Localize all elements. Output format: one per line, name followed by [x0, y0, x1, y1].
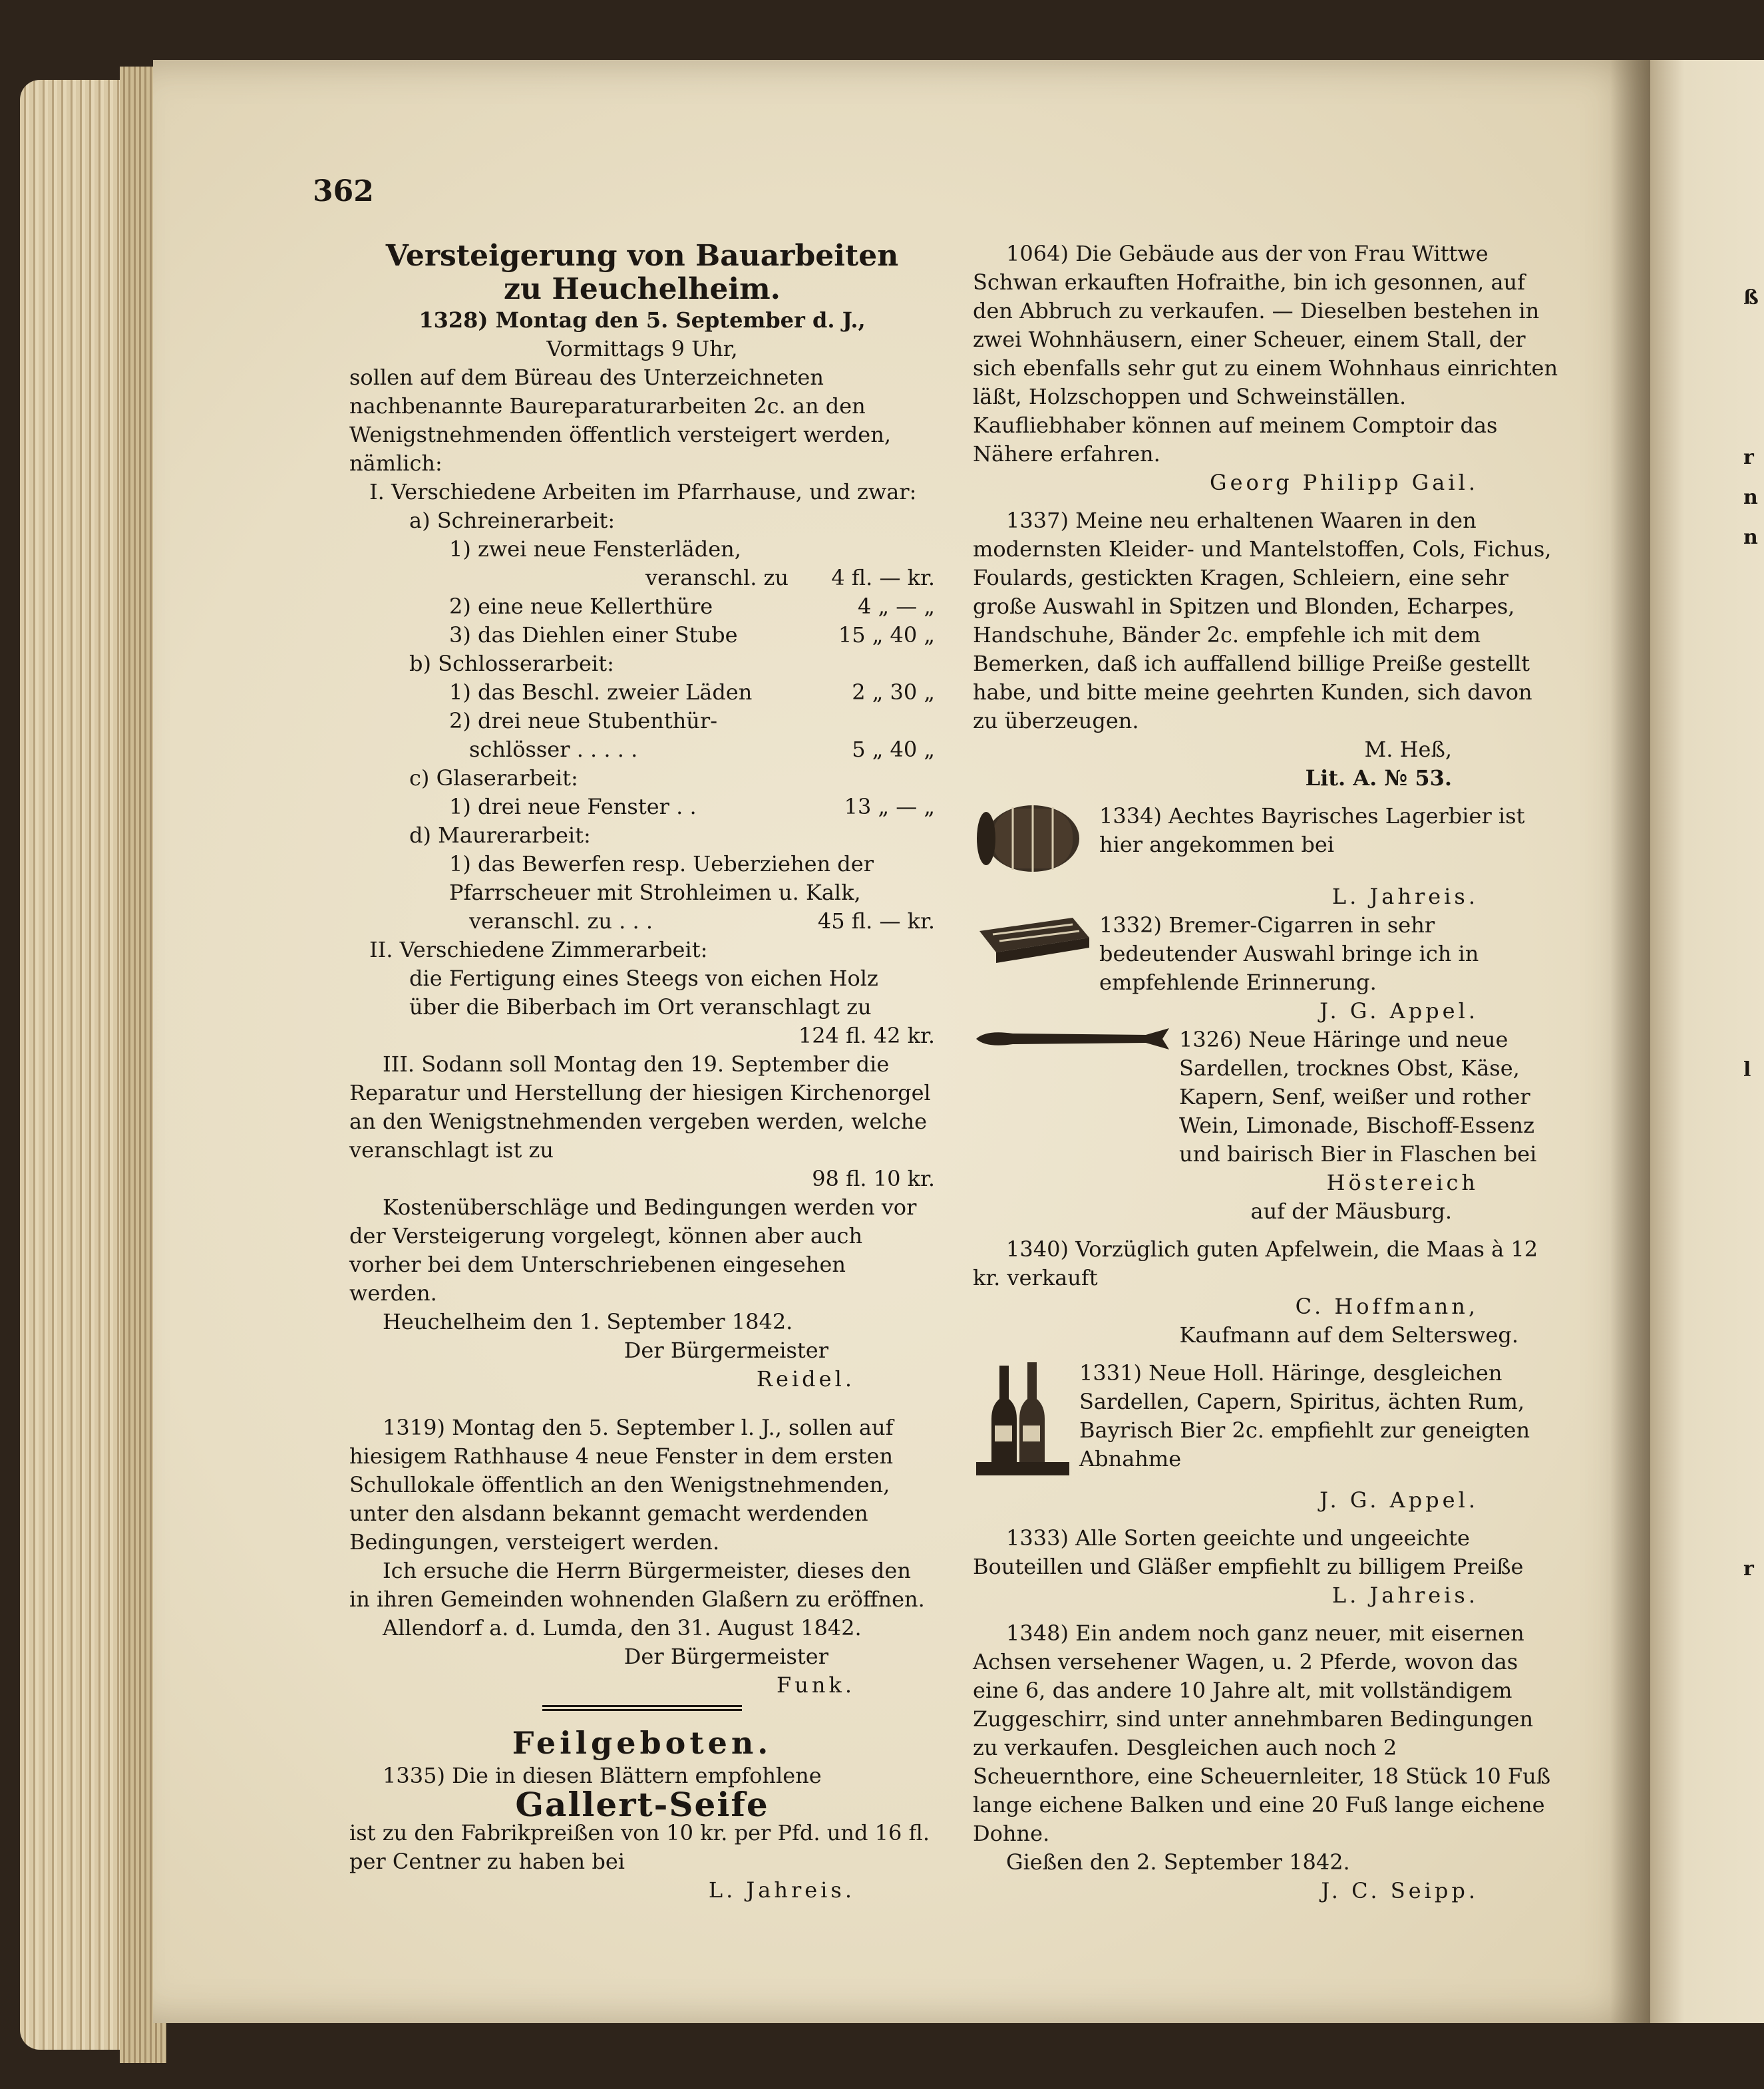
right-column [973, 240, 1558, 1905]
ad-1333-text: 1333) Alle Sorten geeichte und ungeeichte Bouteillen und Gläßer empfiehlt zu billigem Preiße [973, 1525, 1524, 1579]
section-3-cost: 98 fl. 10 kr. [812, 1166, 935, 1191]
item-c1-row [349, 793, 935, 821]
item-a1-cost: 4 fl. — kr. [831, 565, 935, 590]
notice-1328-intro: sollen auf dem Büreau des Unterzeichneten nachbenannte Baureparaturarbeiten 2c. an den Wenigstnehmenden öffentlich versteigert werden, nämlich: [349, 365, 891, 476]
ad-1333-signature: L. Jahreis. [1331, 1583, 1479, 1608]
spacer [973, 1515, 1558, 1524]
notice-1328-date: 1328) Montag den 5. September d. J., [419, 307, 866, 333]
section-2-heading: II. Verschiedene Zimmerarbeit: [369, 937, 708, 962]
ad-1335-text: ist zu den Fabrikpreißen von 10 kr. per Pfd. und 16 fl. per Centner zu haben bei [349, 1820, 930, 1874]
beer-barrel-icon [973, 802, 1093, 882]
section-2-text: die Fertigung eines Steegs von eichen Holz über die Biberbach im Ort veranschlagt zu [409, 966, 878, 1020]
ad-1331 [973, 1359, 1558, 1486]
ad-1332-signature: J. G. Appel. [1320, 998, 1479, 1024]
next-page-fragment: n [1743, 486, 1758, 509]
conditions-text: Kostenüberschläge und Bedingungen werden vor der Versteigerung vorgelegt, können aber auch vorher bei dem Unterschriebenen eingesehen werden. [349, 1195, 917, 1306]
item-a3-label: 3) das Diehlen einer Stube [449, 622, 738, 648]
item-a3-row [349, 621, 935, 650]
item-b1-label: 1) das Beschl. zweier Läden [449, 679, 753, 705]
item-b2-row [349, 735, 935, 764]
item-a2-label: 2) eine neue Kellerthüre [449, 594, 713, 619]
ad-1335-signature: L. Jahreis. [708, 1877, 855, 1903]
mayor-title: Der Bürgermeister [623, 1338, 828, 1363]
item-d1-label: veranschl. zu . . . [469, 908, 653, 934]
ad-1332-text: 1332) Bremer-Cigarren in sehr bedeutender Auswahl bringe ich in empfehlende Erinnerung. [1099, 912, 1479, 995]
item-a3-cost: 15 „ 40 „ [838, 622, 935, 648]
notice-title: Versteigerung von Bauarbeiten [385, 239, 899, 273]
spacer [349, 1394, 935, 1414]
ad-1337-text: 1337) Meine neu erhaltenen Waaren in den modernsten Kleider- und Mantelstoffen, Cols, Fichus, Foulards, gestickten Kragen, Schleiern, eine sehr große Auswahl in Spitzen und Blonden, Echarpes, Handschuhe, Bänder 2c. empfehle ich mit dem Bemerken, daß ich auffallend billige Preiße gestellt habe, und bitte meine geehrten Kunden, sich davon zu überzeugen. [973, 508, 1552, 733]
spacer [973, 793, 1558, 802]
section-divider [542, 1705, 742, 1711]
notice-1328-time: Vormittags 9 Uhr, [546, 336, 738, 361]
item-a1: 1) zwei neue Fensterläden, [449, 536, 741, 562]
ad-1326-text: 1326) Neue Häringe und neue Sardellen, trocknes Obst, Käse, Kapern, Senf, weißer und rother Wein, Limonade, Bischoff-Essenz und bairisch Bier in Flaschen bei [1179, 1027, 1537, 1167]
page-gutter-shadow [1610, 60, 1650, 2023]
ad-1348-place-date: Gießen den 2. September 1842. [1006, 1849, 1350, 1875]
notice-1319-place-date: Allendorf a. d. Lumda, den 31. August 1842. [383, 1615, 862, 1640]
ad-1348-text: 1348) Ein andem noch ganz neuer, mit eisernen Achsen versehener Wagen, u. 2 Pferde, wovon das eine 6, das andere 10 Jahre alt, mit vollständigem Zuggeschirr, sind unter annehmbaren Bedingungen zu verkaufen. Desgleichen auch noch 2 Scheuernthore, eine Scheuernleiter, 18 Stück 10 Fuß lange eichene Balken und eine 20 Fuß lange eichene Dohne. [973, 1620, 1551, 1846]
notice-1328-place-date: Heuchelheim den 1. September 1842. [383, 1309, 793, 1334]
spacer [973, 1610, 1558, 1619]
ad-1326 [973, 1026, 1558, 1169]
next-page-fragment: l [1743, 1058, 1751, 1081]
ad-1334 [973, 802, 1558, 882]
next-page-strip [1650, 60, 1764, 2023]
cigar-box-icon [973, 911, 1093, 972]
ad-1340-address: Kaufmann auf dem Seltersweg. [1179, 1322, 1518, 1348]
section-1-heading: I. Verschiedene Arbeiten im Pfarrhause, und zwar: [369, 479, 917, 504]
ad-1334-text: 1334) Aechtes Bayrisches Lagerbier ist hier angekommen bei [1099, 803, 1525, 857]
spacer [973, 497, 1558, 506]
item-c-heading: c) Glaserarbeit: [409, 765, 578, 791]
ad-1331-text: 1331) Neue Holl. Häringe, desgleichen Sardellen, Capern, Spiritus, ächten Rum, Bayrisch Bier 2c. empfiehlt zur geneigten Abnahme [1079, 1360, 1530, 1471]
ad-1340-signature: C. Hoffmann, [1295, 1294, 1479, 1319]
item-b2-label: schlösser . . . . . [469, 737, 638, 762]
notice-1319-request: Ich ersuche die Herrn Bürgermeister, dieses den in ihren Gemeinden wohnenden Glaßern zu eröffnen. [349, 1558, 925, 1612]
left-column [349, 240, 935, 1905]
section-2-cost: 124 fl. 42 kr. [798, 1023, 935, 1048]
item-a1-cost-row [349, 564, 935, 592]
herring-fish-icon [973, 1026, 1172, 1059]
item-a2-row [349, 592, 935, 621]
ad-1337-signature: M. Heß, [1364, 737, 1452, 762]
mayor2-signature: Funk. [777, 1672, 855, 1698]
ad-1064-signature: Georg Philipp Gail. [1210, 470, 1479, 495]
ad-1331-signature: J. G. Appel. [1320, 1487, 1479, 1513]
next-page-fragment: r [1743, 1557, 1754, 1581]
ad-1332 [973, 911, 1558, 997]
notice-title-location: zu Heuchelheim. [504, 272, 781, 306]
ad-1326-signature: Höstereich [1326, 1170, 1479, 1195]
item-b2: 2) drei neue Stubenthür- [449, 708, 718, 733]
mayor2-title: Der Bürgermeister [623, 1644, 828, 1669]
ad-1340-text: 1340) Vorzüglich guten Apfelwein, die Maas à 12 kr. verkauft [973, 1236, 1538, 1290]
ad-1335-intro: 1335) Die in diesen Blättern empfohlene [383, 1763, 822, 1788]
item-a1-label: veranschl. zu [645, 565, 789, 590]
spacer [973, 1226, 1558, 1235]
item-d1-cost: 45 fl. — kr. [817, 908, 935, 934]
item-a-heading: a) Schreinerarbeit: [409, 508, 616, 533]
item-b-heading: b) Schlosserarbeit: [409, 651, 614, 676]
item-a2-cost: 4 „ — „ [857, 594, 935, 619]
page-number: 362 [313, 174, 374, 208]
ad-1337-address: Lit. A. № 53. [1305, 765, 1452, 791]
ad-1348-signature: J. C. Seipp. [1321, 1878, 1479, 1903]
next-page-fragment: r [1743, 446, 1754, 469]
notice-1319-text: 1319) Montag den 5. September l. J., sollen auf hiesigem Rathhause 4 neue Fenster in dem ersten Schullokale öffentlich an den Wenigstnehmenden, unter den alsdann bekannt gemacht werdenden Bedingungen, versteigert werden. [349, 1415, 894, 1555]
item-d1-row [349, 907, 935, 936]
item-b1-row [349, 678, 935, 707]
mayor-signature: Reidel. [756, 1366, 855, 1392]
item-c1-label: 1) drei neue Fenster . . [449, 794, 697, 819]
spacer [973, 1350, 1558, 1359]
ad-1335-product: Gallert-Seife [515, 1785, 769, 1824]
item-b1-cost: 2 „ 30 „ [852, 679, 935, 705]
ad-1334-signature: L. Jahreis. [1331, 884, 1479, 909]
next-page-fragment: ß [1743, 286, 1759, 309]
section-heading-feilgeboten: Feilgeboten. [512, 1725, 773, 1761]
item-c1-cost: 13 „ — „ [844, 794, 935, 819]
bottles-icon [973, 1359, 1073, 1486]
item-d-heading: d) Maurerarbeit: [409, 823, 591, 848]
ad-1326-address: auf der Mäusburg. [1250, 1199, 1452, 1224]
next-page-fragment: n [1743, 526, 1758, 549]
section-3-text: III. Sodann soll Montag den 19. September die Reparatur und Herstellung der hiesigen Kirchenorgel an den Wenigstnehmenden vergeben werden, welche veranschlagt ist zu [349, 1051, 931, 1163]
ad-1064-text: 1064) Die Gebäude aus der von Frau Wittwe Schwan erkauften Hofraithe, bin ich gesonnen, auf den Abbruch zu verkaufen. — Dieselben bestehen in zwei Wohnhäusern, einer Scheuer, einem Stall, der sich ebenfalls sehr gut zu einem Wohnhaus einrichten läßt, Holzschoppen und Schweinställen. Kaufliebhaber können auf meinem Comptoir das Nähere erfahren. [973, 241, 1558, 467]
item-d1: 1) das Bewerfen resp. Ueberziehen der Pfarrscheuer mit Strohleimen u. Kalk, [449, 851, 874, 905]
item-b2-cost: 5 „ 40 „ [852, 737, 935, 762]
